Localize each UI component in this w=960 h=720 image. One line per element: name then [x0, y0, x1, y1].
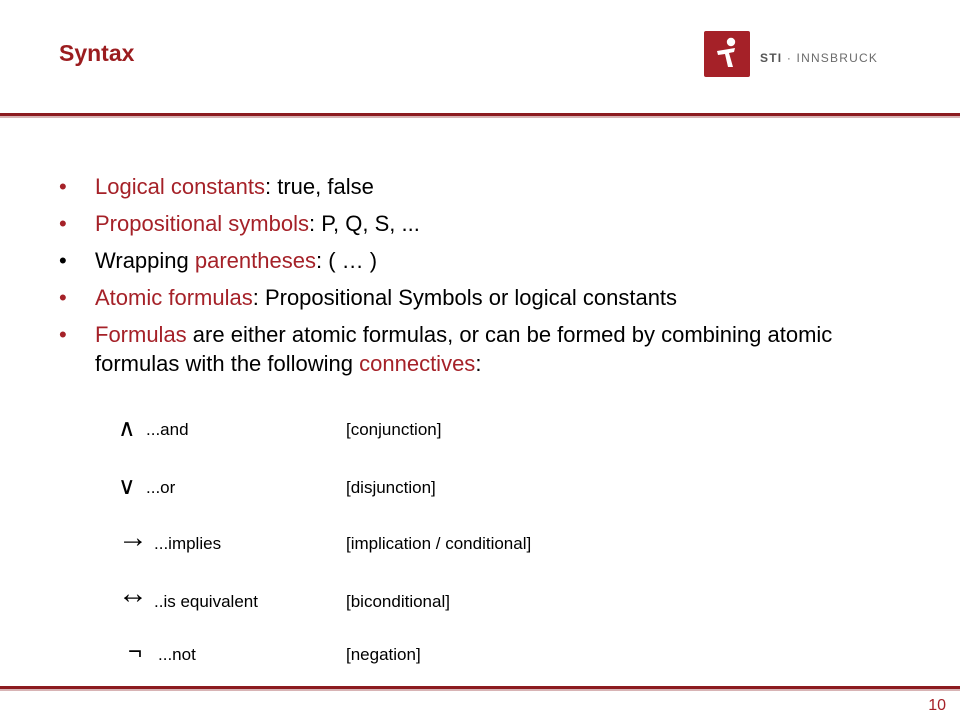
bullet-term: Atomic formulas: [95, 285, 253, 310]
bullet-item: [59, 209, 919, 238]
connective-description: [conjunction]: [346, 420, 442, 439]
sti-logo-icon: [704, 31, 750, 77]
implies-icon: →: [118, 521, 148, 554]
not-icon: ¬: [128, 638, 143, 665]
connective-word: ...not: [158, 645, 196, 664]
connective-row-not: [0, 638, 700, 673]
logo-wordmark-strong: STI: [760, 51, 783, 65]
connective-description: [biconditional]: [346, 592, 450, 611]
logo-wordmark-rest: · INNSBRUCK: [782, 51, 879, 65]
bullet-item: [59, 246, 919, 275]
logo-wordmark: [760, 51, 878, 65]
bullet-item: [59, 283, 919, 312]
and-icon: ∧: [118, 415, 136, 442]
bullet-text: :: [475, 351, 482, 376]
bullet-term: Formulas: [95, 322, 187, 347]
equivalent-icon: ↔: [118, 577, 148, 610]
connective-word: ..is equivalent: [154, 592, 258, 611]
page-number: 10: [928, 697, 946, 714]
connective-row-and: [0, 416, 700, 448]
connective-row-equivalent: [0, 577, 700, 620]
bullet-text: Wrapping: [95, 248, 195, 273]
bullet-text: : Propositional Symbols or logical constants: [252, 285, 678, 310]
bullet-list: [59, 172, 919, 386]
bullet-item: [59, 320, 919, 378]
or-icon: ∨: [118, 473, 136, 500]
slide-title: Syntax: [59, 40, 135, 66]
bullet-text: : ( … ): [315, 248, 378, 273]
connective-word: ...and: [146, 420, 189, 439]
header-divider: [0, 113, 960, 116]
footer-divider: [0, 686, 960, 689]
connective-row-implies: [0, 521, 700, 562]
bullet-text: are either atomic formulas, or can be formed by combining atomic formulas with the following: [95, 322, 833, 376]
connective-row-or: [0, 474, 700, 506]
bullet-item: [59, 172, 919, 201]
bullet-text: : true, false: [265, 174, 374, 199]
connective-description: [negation]: [346, 645, 421, 664]
connective-description: [disjunction]: [346, 478, 436, 497]
bullet-text: : P, Q, S, ...: [308, 211, 420, 236]
connective-description: [implication / conditional]: [346, 534, 532, 553]
bullet-term: Propositional symbols: [95, 211, 309, 236]
bullet-term: Logical constants: [95, 174, 265, 199]
bullet-term: parentheses: [194, 248, 316, 273]
connective-word: ...or: [146, 478, 176, 497]
connective-word: ...implies: [154, 534, 222, 553]
bullet-term: connectives: [359, 351, 476, 376]
